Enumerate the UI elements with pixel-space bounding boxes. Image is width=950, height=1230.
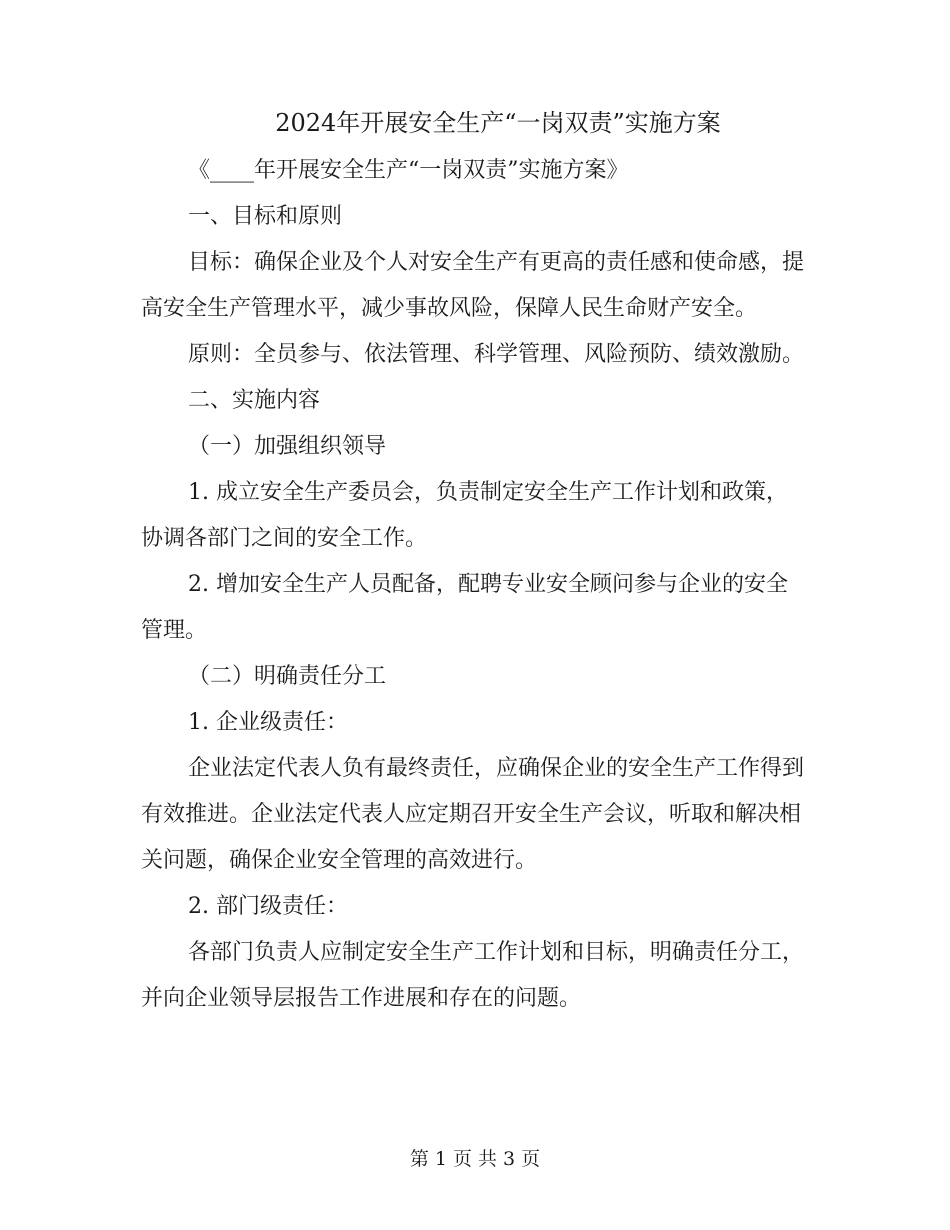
- paragraph-enterprise-level: 企业法定代表人负有最终责任，应确保企业的安全生产工作得到有效推进。企业法定代表人应定期召开安全生产会议，听取和解决相关问题，确保企业安全管理的高效进行。: [141, 756, 805, 873]
- section-heading-goals: 一、目标和原则: [188, 204, 343, 229]
- page-number: 第 1 页 共 3 页: [409, 1148, 541, 1170]
- section-heading-content: 二、实施内容: [188, 388, 321, 413]
- list-item-department-level: 2. 部门级责任：: [188, 894, 348, 919]
- document-body: [141, 148, 807, 1022]
- list-item-enterprise-level: 1. 企业级责任：: [188, 710, 348, 735]
- subsection-heading-organization: （一）加强组织领导: [188, 434, 387, 459]
- document-title: 2024年开展安全生产“一岗双责”实施方案: [275, 109, 721, 137]
- paragraph-goal: 目标：确保企业及个人对安全生产有更高的责任感和使命感，提高安全生产管理水平，减少事故风险，保障人民生命财产安全。: [141, 250, 805, 321]
- list-item-committee: 1. 成立安全生产委员会，负责制定安全生产工作计划和政策，协调各部门之间的安全工作。: [141, 480, 788, 551]
- paragraph-department-level: 各部门负责人应制定安全生产工作计划和目标，明确责任分工，并向企业领导层报告工作进展和存在的问题。: [141, 940, 805, 1011]
- subsection-heading-responsibility: （二）明确责任分工: [188, 664, 387, 689]
- list-item-staffing: 2. 增加安全生产人员配备，配聘专业安全顾问参与企业的安全管理。: [141, 572, 788, 643]
- document-subtitle: 《____年开展安全生产“一岗双责”实施方案》: [188, 158, 629, 183]
- paragraph-principles: 原则：全员参与、依法管理、科学管理、风险预防、绩效激励。: [188, 342, 805, 367]
